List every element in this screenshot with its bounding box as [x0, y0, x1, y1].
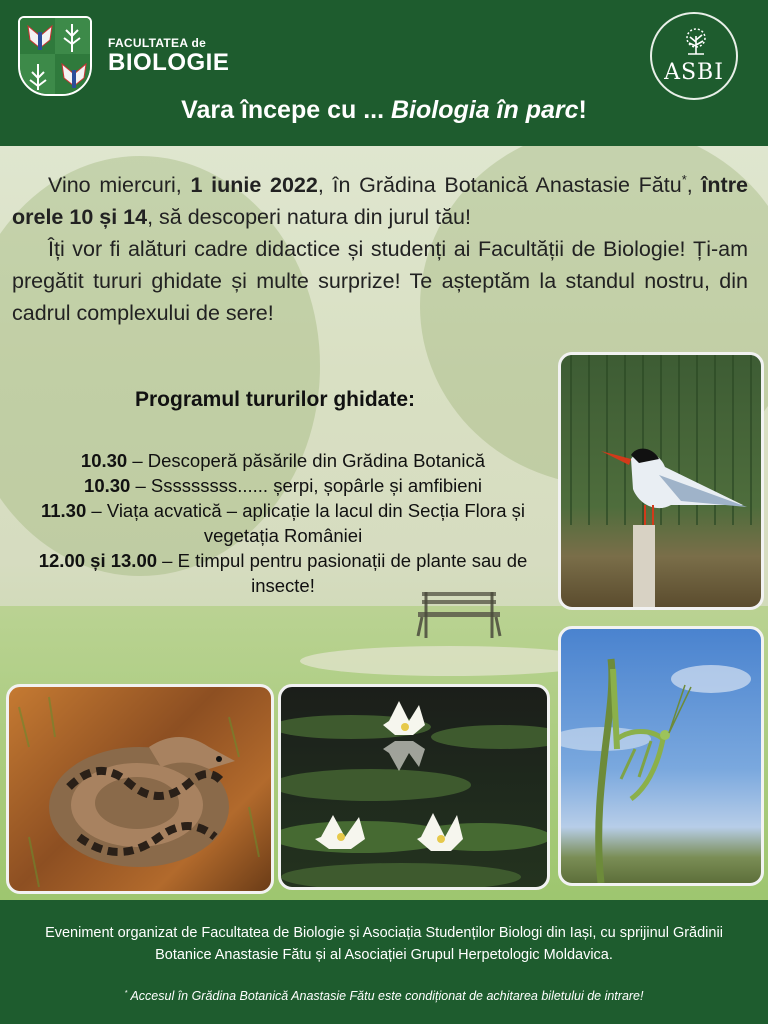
viper-snake-icon: [9, 687, 271, 891]
footnote-text: Accesul în Grădina Botanică Anastasie Fătu este condiționat de achitarea biletului de intrare!: [127, 989, 644, 1004]
program-item: [18, 473, 548, 498]
mantis-photo: [558, 626, 764, 886]
program-text: – E timpul pentru pasionații de plante sau de insecte!: [157, 550, 528, 596]
program-time: 11.30: [40, 500, 87, 521]
program-text: – Descoperă păsările din Grădina Botanică: [127, 450, 486, 471]
title-end: !: [578, 96, 587, 124]
header-band: [0, 0, 768, 146]
title-plain: Vara începe cu ...: [181, 96, 391, 124]
faculty-name-small: FACULTATEA de: [108, 36, 207, 50]
program-item: [18, 548, 548, 598]
intro-paragraph-2: Îți vor fi alături cadre didactice și studenți ai Facultății de Biologie! Ți-am pregătit tururi ghidate și multe surprize! Te așteptăm la standul nostru, din cadrul complexului de sere!: [12, 237, 748, 326]
program-text: – Sssssssss...... șerpi, șopârle și amfibieni: [130, 475, 482, 496]
event-hours: între orele 10 și 14: [12, 173, 749, 230]
program-time: 10.30: [84, 475, 131, 496]
footnote-marker: *: [124, 988, 128, 997]
page-title: [0, 96, 768, 125]
tern-bird-icon: [561, 355, 761, 607]
intro-text-span: Vino miercuri,: [48, 173, 191, 198]
asbi-logo: [650, 12, 738, 100]
intro-text-span: , în Grădina Botanică Anastasie Fătu: [317, 173, 682, 198]
water-lily-photo: [278, 684, 550, 890]
faculty-crest-logo: [18, 16, 92, 96]
event-date: 1 iunie 2022: [190, 173, 318, 198]
faculty-name: [108, 36, 229, 76]
tern-bird-photo: [558, 352, 764, 610]
program-item: [18, 498, 548, 548]
program-item: [18, 448, 548, 473]
intro-text-span: , să descoperi natura din jurul tău!: [147, 205, 471, 230]
program-title: Programul tururilor ghidate:: [134, 388, 415, 411]
program-text: – Viața acvatică – aplicație la lacul din Secția Flora și vegetația României: [86, 500, 526, 546]
viper-snake-photo: [6, 684, 274, 894]
crest-emblem-icon: [20, 18, 92, 96]
program-time: 10.30: [80, 450, 128, 471]
asbi-logo-text: ASBI: [664, 60, 724, 85]
footnote-marker: *: [681, 172, 687, 187]
footer-band: [0, 900, 768, 1024]
organizers-text: Eveniment organizat de Facultatea de Biologie și Asociația Studenților Biologi din Iași, cu sprijinul Grădinii Botanice Anastasie Fătu și al Asociației Grupul Herpetologic Moldavica.: [45, 925, 723, 963]
intro-paragraph-1: [12, 164, 748, 233]
mantis-icon: [561, 629, 761, 883]
title-italic: Biologia în parc: [390, 96, 579, 124]
footnote: [20, 988, 748, 1003]
program-list: [18, 448, 548, 598]
water-lily-icon: [281, 687, 547, 887]
tree-icon: [680, 28, 712, 56]
faculty-name-big: BIOLOGIE: [108, 49, 230, 76]
program-time: 12.00 și 13.00: [38, 550, 158, 571]
intro-text-span: ,: [686, 173, 702, 198]
intro-text: [12, 164, 748, 329]
